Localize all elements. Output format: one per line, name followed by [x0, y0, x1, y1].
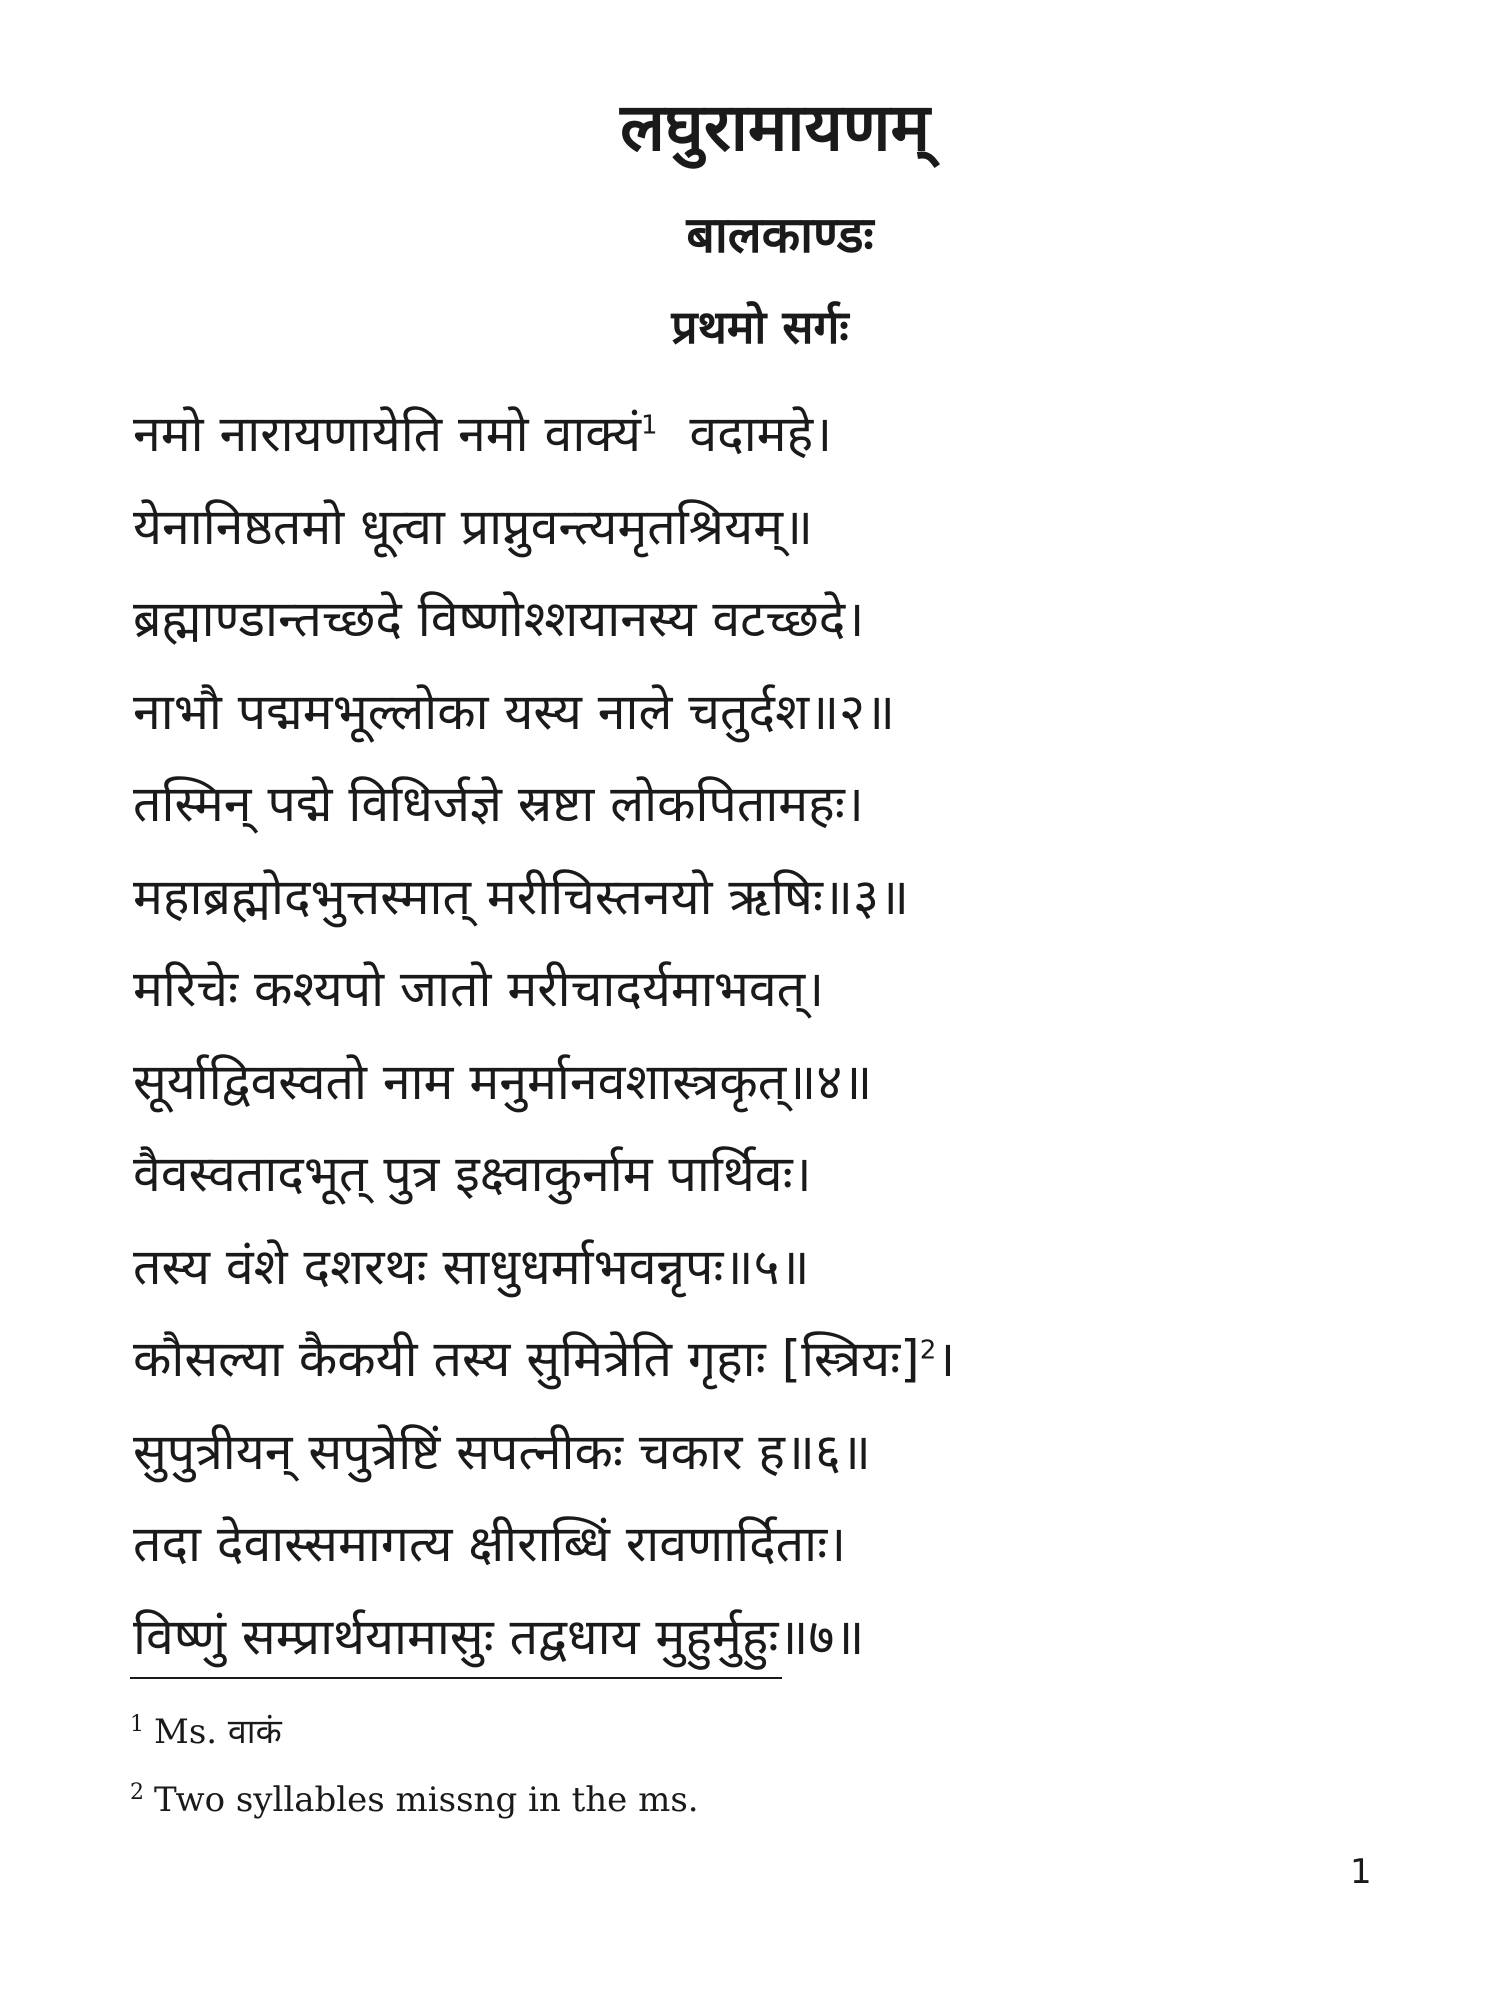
verse-line: [133, 1313, 1333, 1406]
verse-line: [133, 388, 1333, 481]
verse-text: महाब्रह्मोदभुत्तस्मात् मरीचिस्तनयो ऋषिः॥३॥: [133, 867, 909, 926]
footnote-divider: [130, 1677, 782, 1679]
verse-line: [133, 851, 1333, 944]
verse-text: नमो नारायणायेति नमो वाक्यं: [133, 405, 642, 463]
verse-text: विष्णुं सम्प्रार्थयामासुः तद्वधाय मुहुर्मुहुः॥७॥: [133, 1607, 865, 1666]
verse-line: [133, 1591, 1333, 1684]
verse-line: [133, 943, 1333, 1036]
footnote-mark: 2: [130, 1779, 144, 1805]
verse-text: सूर्याद्विवस्वतो नाम मनुर्मानवशास्त्रकृत्॥४॥: [133, 1052, 873, 1111]
verse-line: [133, 1406, 1333, 1499]
document-title: लघुरामायणम्: [620, 89, 930, 166]
footnote-list: [130, 1698, 1230, 1834]
verse-line: [133, 1498, 1333, 1591]
verse-line: [133, 1128, 1333, 1221]
verse-text-continuation: वदामहे।: [657, 405, 833, 463]
verse-text: नाभौ पद्ममभूल्लोका यस्य नाले चतुर्दश॥२॥: [133, 682, 895, 741]
verse-text: येनानिष्ठतमो धूत्वा प्राप्नुवन्त्यमृतश्रियम्॥: [133, 497, 813, 556]
footnote-reference: 1: [641, 410, 658, 441]
footnote-mark: 1: [130, 1711, 144, 1737]
verse-text: तस्मिन् पद्मे विधिर्जज्ञे स्रष्टा लोकपितामहः।: [133, 775, 864, 833]
kanda-heading: बालकाण्डः: [686, 206, 874, 264]
footnote-reference: 2: [919, 1335, 937, 1366]
verse-line: [133, 1036, 1333, 1129]
footnote-text: Two syllables missng in the ms.: [154, 1780, 699, 1820]
footnote-text: Ms. वाकं: [154, 1712, 282, 1752]
verse-text: तदा देवास्समागत्य क्षीराब्धिं रावणार्दिताः।: [133, 1515, 847, 1573]
footnote: [130, 1698, 1230, 1766]
verse-text: वैवस्वतादभूत् पुत्र इक्ष्वाकुर्नाम पार्थिवः।: [133, 1145, 812, 1203]
verse-text: मरिचेः कश्यपो जातो मरीचादर्यमाभवत्।: [133, 960, 825, 1018]
verse-line: [133, 573, 1333, 666]
verse-text: ब्रह्माण्डान्तच्छदे विष्णोश्शयानस्य वटच्छदे।: [133, 590, 865, 648]
footnote: [130, 1766, 1230, 1834]
verse-list: [133, 388, 1333, 1683]
sarga-heading: प्रथमो सर्गः: [671, 300, 849, 354]
verse-text: सुपुत्रीयन् सपुत्रेष्टिं सपत्नीकः चकार ह॥६॥: [133, 1422, 871, 1481]
verse-line: [133, 758, 1333, 851]
verse-text-continuation: ।: [936, 1330, 956, 1388]
verse-text: कौसल्या कैकयी तस्य सुमित्रेति गृहाः [स्त्रियः]: [133, 1330, 920, 1388]
verse-text: तस्य वंशे दशरथः साधुधर्माभवन्नृपः॥५॥: [133, 1237, 810, 1296]
verse-line: [133, 1221, 1333, 1314]
verse-line: [133, 481, 1333, 574]
verse-line: [133, 666, 1333, 759]
page-number: 1: [1350, 1852, 1372, 1892]
